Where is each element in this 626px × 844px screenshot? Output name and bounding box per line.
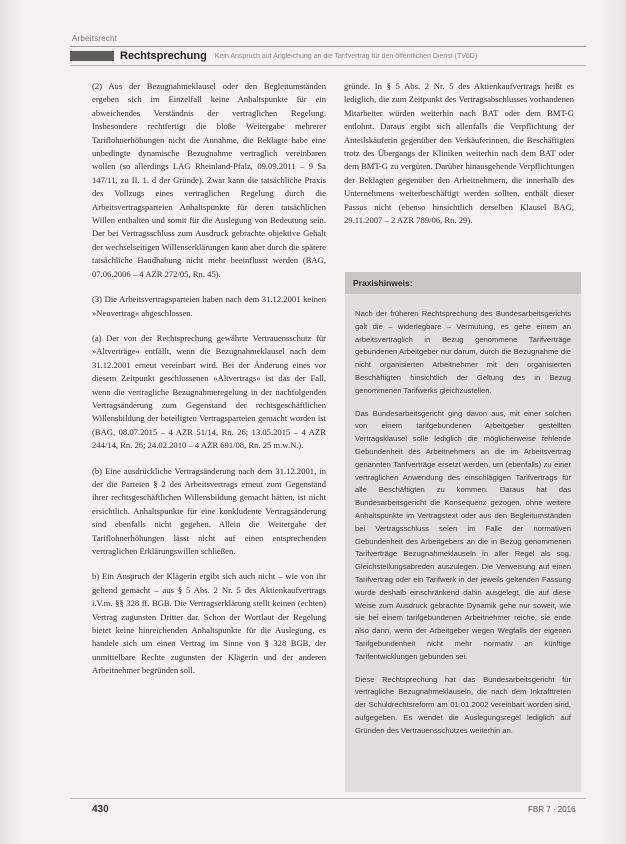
page-number: 430 bbox=[92, 804, 109, 815]
right-column bbox=[344, 80, 574, 239]
header-title: Rechtsprechung bbox=[120, 50, 207, 62]
paragraph: (b) Eine ausdrückliche Vertragsänderung nach dem 31.12.2001, in der die Parteien § 2 des Arbeitsvertrags erneut zum Gegenstand ihrer rechtsgeschäftlichen Willensbildung gemacht hätten, ist nicht ersichtlich. Anhaltspunkte für eine konkludente Vertragsänderung sind ebenfalls nicht gegeben. Allein die Weitergabe der Tariflohnerhöhungen lässt nicht auf einen entsprechenden vertraglichen Erklärungswillen schließen. bbox=[92, 465, 326, 556]
footer-rule bbox=[70, 798, 586, 799]
practice-paragraph: Diese Rechtsprechung hat das Bundesarbeitsgericht für vertragliche Bezugnahmeklauseln, die nach dem Inkrafttreten der Schuldrechtsreform am 01.01.2002 vereinbart worden sind, aufgegeben. Es wendet die Auslegungsregel lediglich auf Gründen des Vertrauensschutzes weiterhin an. bbox=[355, 674, 571, 735]
practice-paragraph: Das Bundesarbeitsgericht ging davon aus, mit einer solchen von einem tarifgebundenen Arbeitgeber gestellten Vertragsklausel solle lediglich die möglicherweise fehlende Gebundenheit des Arbeitnehmers an die im Arbeitsvertrag genannten Tarifverträge ersetzt werden, um (ebenfalls) zu einer vertraglichen Anwendung des einschlägigen Tarifvertrags für alle Beschäftigten zu kommen. Daraus hat das Bundesarbeitsgericht die Konsequenz gezogen, ohne weitere Anhaltspunkte im Vertragstext oder aus den Begleitumständen bei Vertragsschluss seien im Falle der normativen Gebundenheit des Arbeitgebers an die in Bezug genommenen Tarifverträge Bezugnahmeklauseln in aller Regel als sog. Gleichstellungsabreden auszulegen. Die Verweisung auf einen Tarifvertrag oder ein Tarifwerk in der jeweils geltenden Fassung wurde deshalb einschränkend dahin ausgelegt, die auf diese Weise zum Ausdruck gebrachte Dynamik gehe nur soweit, wie sie bei einem tarifgebundenen Arbeitnehmer reiche, sie ende also dann, wenn der Arbeitgeber wegen Wegfalls der eigenen Tarifgebundenheit nicht mehr normativ an künftige Tarifentwicklungen gebunden sei. bbox=[355, 408, 571, 661]
paragraph: (3) Die Arbeitsvertragsparteien haben nach dem 31.12.2001 keinen »Neuvertrag« abgeschlossen. bbox=[92, 294, 326, 318]
paragraph: (2) Aus der Bezugnahmeklausel oder den Begleitumständen ergeben sich im Einzelfall keine Anhaltspunkte für ein abweichendes Verständnis der vertraglichen Regelung. Insbesondere rechtfertigt die bloße Weitergabe mehrerer Tariflohnerhöhungen nicht die Annahme, die Beklagte habe eine unbedingte dynamische Bezugnahme vertraglich vereinbaren wollen (so allerdings LAG Rheinland-Pfalz, 09.09.2011 – 9 Sa 147/11, zu II. 1. d der Gründe). Zwar kann die tatsächliche Praxis des Vollzugs eines vertraglichen Regelung durch die Arbeitsvertragsparteien Anhaltspunkte für deren tatsächlichen Willen enthalten und somit für die Auslegung von Bedeutung sein. Der bei Vertragsschluss zum Ausdruck gebrachte objektive Gehalt der wechselseitigen Willenserklärungen kann aber durch die spätere tatsächliche Handhabung nicht mehr beeinflusst werden (BAG, 07.06.2006 – 4 AZR 272/05, Rn. 45). bbox=[92, 81, 326, 279]
practice-note-body bbox=[345, 294, 581, 738]
practice-paragraph: Nach der früheren Rechtsprechung des Bundesarbeitsgerichts galt die – widerlegbare – Vermutung, es gehe einem an arbeitsvertraglich in Bezug genommene Tarifverträge gebundenen Arbeitgeber nur darum, durch die Bezugnahme die nicht organisierten Arbeitnehmer mit den organisierten Beschäftigten hinsichtlich der Geltung des in Bezug genommenen Tarifwerks gleichzustellen. bbox=[355, 309, 571, 395]
header-subtitle: Kein Anspruch auf Angleichung an die Tarifvertrag für den öffentlichen Dienst (TVöD) bbox=[214, 52, 478, 60]
running-header bbox=[70, 46, 586, 66]
journal-reference: FBR 7 · 2016 bbox=[528, 805, 576, 814]
header-accent-bar bbox=[70, 51, 114, 61]
practice-note-heading: Praxishinweis: bbox=[345, 272, 581, 294]
paragraph: (a) Der von der Rechtsprechung gewährte Vertrauensschutz für »Altverträge« entfällt, wenn die Bezugnahmeklausel nach dem 31.12.2001 erneut vereinbart wird. Bei der Änderung eines vor diesem Zeitpunkt geschlossenen »Altvertrags« ist das der Fall, wenn die vertragliche Bezugnahmeregelung in der nachfolgenden Vertragsänderung zum Gegenstand der rechtsgeschäftlichen Willensbildung der beteiligten Vertragsparteien gemacht worden ist (BAG, 08.07.2015 – 4 AZR 51/14, Rn. 26; 13.05.2015 – 4 AZR 244/14, Rn. 26; 24.02.2010 – 4 AZR 691/08, Rn. 25 m.w.N.). bbox=[92, 332, 326, 451]
paragraph: b) Ein Anspruch der Klägerin ergibt sich auch nicht – wie von ihr geltend gemacht – aus § 5 Abs. 2 Nr. 5 des Aktienkaufvertrags i.V.m. §§ 328 ff. BGB. Die Vertragserklärung stellt keinen (echten) Vertrag zugunsten Dritter dar. Schon der Wortlaut der Regelung bietet keine hinreichenden Anhaltspunkte für die Auslegung, es handele sich um einen Vertrag im Sinne von § 328 BGB, der unmittelbare Rechte zugunsten der Klägerin und der anderen Arbeitnehmer begründen soll. bbox=[92, 571, 326, 676]
practice-note-box bbox=[345, 272, 581, 792]
paragraph: gründe. In § 5 Abs. 2 Nr. 5 des Aktienkaufvertrags heißt es lediglich, die zum Zeitpunkt des Vertragsabschlusses vorhandenen Mitarbeiter würden weiterhin nach BAT oder dem BMT-G entlohnt. Daraus ergibt sich allenfalls die Verpflichtung der Anteilskäuferin gegenüber den Verkäuferinnen, die Beschäftigten trotz des Übergangs der Kliniken weiterhin nach dem BAT oder dem BMT-G zu vergüten. Darüber hinausgehende Verpflichtungen der Beklagten gegenüber den Arbeitnehmern, die innerhalb des Unternehmens weiterbeschäftigt werden sollten, enthält dieser Passus nicht (ebenso hinsichtlich derselben Klausel BAG, 29.11.2007 – 2 AZR 789/06, Rn. 29). bbox=[344, 81, 574, 226]
section-label: Arbeitsrecht bbox=[72, 34, 118, 43]
left-column bbox=[92, 80, 326, 690]
